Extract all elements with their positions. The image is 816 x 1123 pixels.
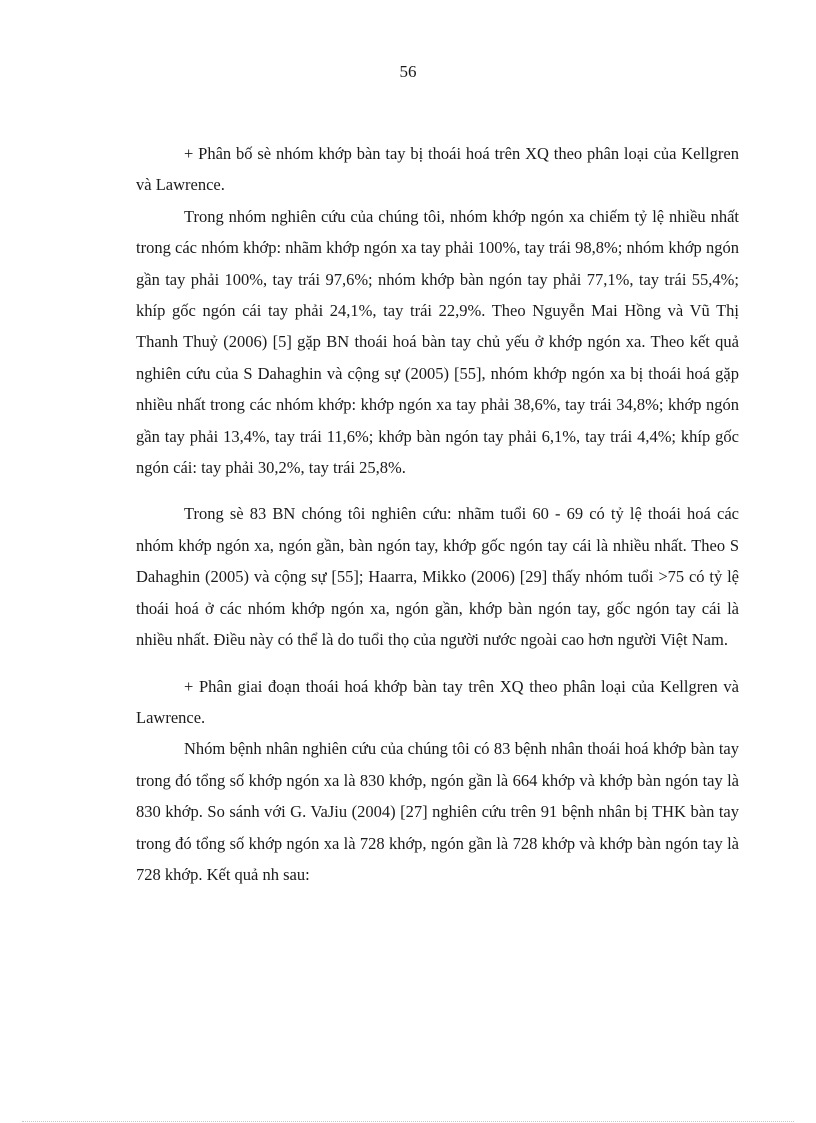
paragraph-joint-groups: Trong nhóm nghiên cứu của chúng tôi, nhóm khớp ngón xa chiếm tỷ lệ nhiều nhất trong các nhóm khớp: nhãm khớp ngón xa tay phải 100%, tay trái 98,8%; nhóm khớp ngón gần tay phải 100%, tay trái 97,6%; nhóm khớp bàn ngón tay phải 77,1%, tay trái 55,4%; khíp gốc ngón cái tay phải 24,1%, tay trái 22,9%. Theo Nguyễn Mai Hồng và Vũ Thị Thanh Thuỷ (2006) [5] gặp BN thoái hoá bàn tay chủ yếu ở khớp ngón xa. Theo kết quả nghiên cứu của S Dahaghin và cộng sự (2005) [55], nhóm khớp ngón xa bị thoái hoá gặp nhiều nhất trong các nhóm khớp: khớp ngón xa tay phải 38,6%, tay trái 34,8%; khớp ngón gần tay phải 13,4%, tay trái 11,6%; khớp bàn ngón tay phải 6,1%, tay trái 4,4%; khíp gốc ngón cái: tay phải 30,2%, tay trái 25,8%. xyxy=(136,206,739,478)
subheading-stages: + Phân giai đoạn thoái hoá khớp bàn tay trên XQ theo phân loại của Kellgren và Lawrence. xyxy=(136,676,739,727)
page-bottom-divider xyxy=(22,1121,794,1122)
subheading-distribution: + Phân bố sè nhóm khớp bàn tay bị thoái hoá trên XQ theo phân loại của Kellgren và Lawrence. xyxy=(136,144,739,195)
document-body xyxy=(136,138,739,890)
paragraph-age-groups: Trong sè 83 BN chóng tôi nghiên cứu: nhãm tuổi 60 - 69 có tỷ lệ thoái hoá các nhóm khớp ngón xa, ngón gần, bàn ngón tay, khớp gốc ngón tay cái là nhiều nhất. Theo S Dahaghin (2005) và cộng sự [55]; Haarra, Mikko (2006) [29] thấy nhóm tuổi >75 có tỷ lệ thoái hoá ở các nhóm khớp ngón xa, ngón gần, khớp bàn ngón tay, gốc ngón tay cái là nhiều nhất. Điều này có thể là do tuổi thọ của người nước ngoài cao hơn người Việt Nam. xyxy=(136,504,739,650)
page-number: 56 xyxy=(399,62,417,81)
paragraph-patient-counts: Nhóm bệnh nhân nghiên cứu của chúng tôi có 83 bệnh nhân thoái hoá khớp bàn tay trong đó tổng số khớp ngón xa là 830 khớp, ngón gần là 664 khớp và khớp bàn ngón tay là 830 khớp. So sánh với G. VaJiu (2004) [27] nghiên cứu trên 91 bệnh nhân bị THK bàn tay trong đó tổng số khớp ngón xa là 728 khớp, ngón gần là 728 khớp và khớp bàn ngón tay là 728 khớp. Kết quả nh sau: xyxy=(136,739,739,884)
